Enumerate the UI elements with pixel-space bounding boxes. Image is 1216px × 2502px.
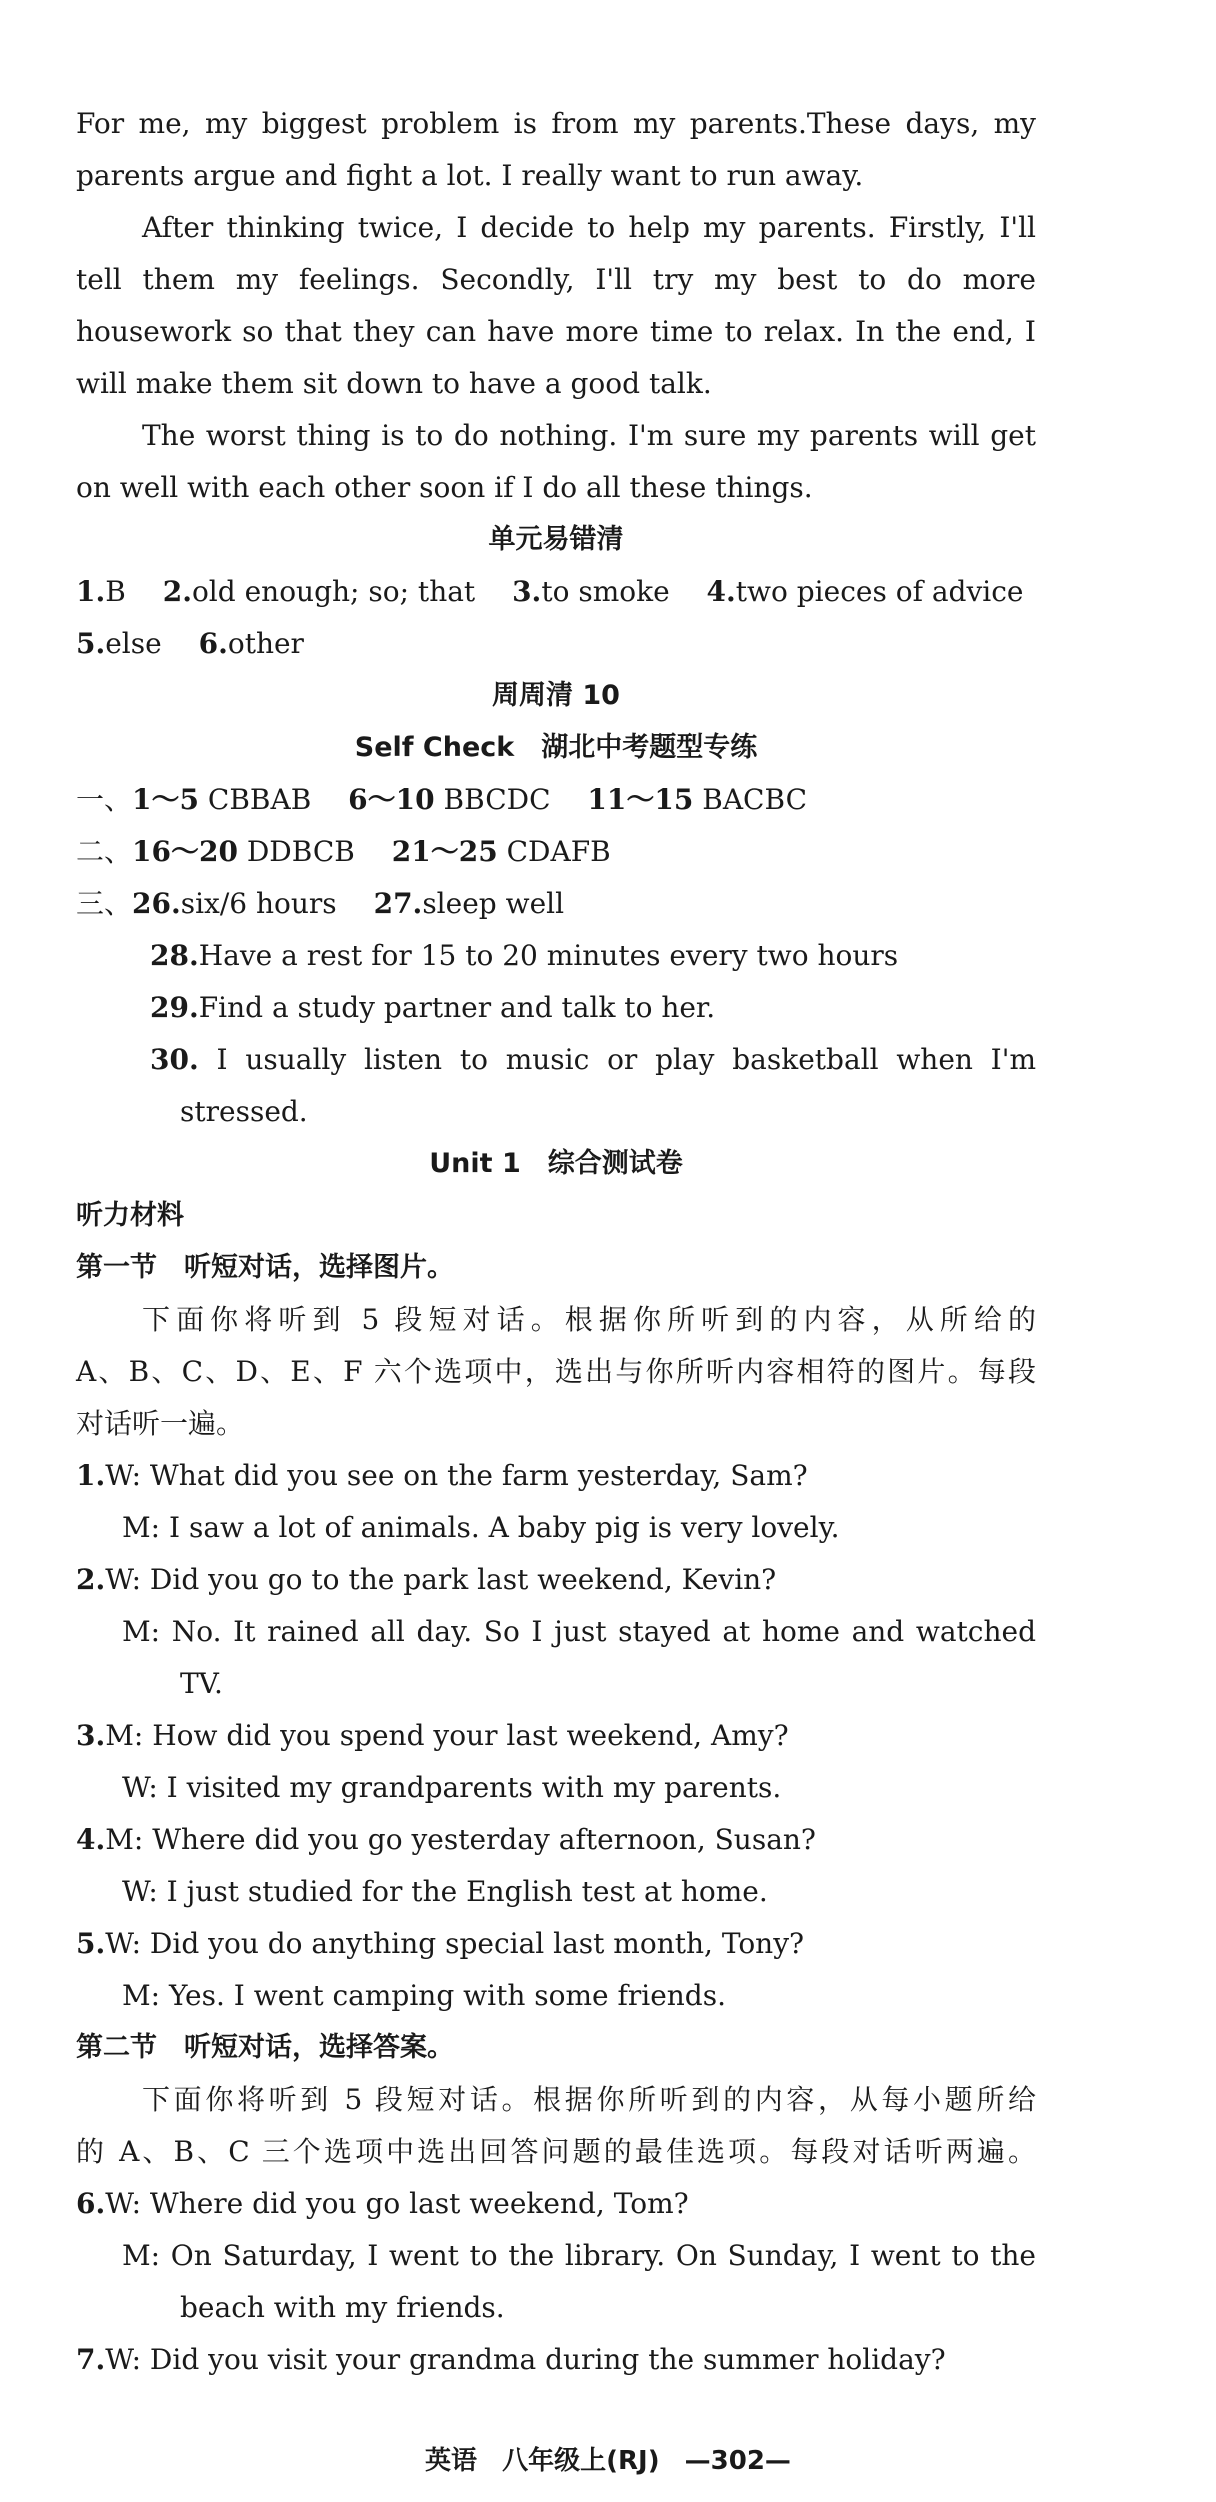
answer-text: two pieces of advice bbox=[735, 575, 1024, 608]
section-title-danyuan: 单元易错清 bbox=[488, 524, 624, 555]
page-number: —302— bbox=[684, 2446, 791, 2476]
answer-text: Have a rest for 15 to 20 minutes every two hours bbox=[198, 939, 899, 972]
answer-text: six/6 hours bbox=[180, 887, 337, 920]
dialogue-line: M: How did you spend your last weekend, Amy? bbox=[105, 1719, 789, 1752]
essay-line: parents argue and fight a lot. I really want to run away. bbox=[76, 159, 864, 192]
dialogue-line: M: I saw a lot of animals. A baby pig is very lovely. bbox=[122, 1511, 840, 1544]
dialogue-line: W: I visited my grandparents with my parents. bbox=[122, 1771, 782, 1804]
answer-text: to smoke bbox=[541, 575, 670, 608]
part-label: 二、 bbox=[76, 835, 133, 868]
instruction-line: 的 A、B、C 三个选项中选出回答问题的最佳选项。每段对话听两遍。 bbox=[76, 2135, 1036, 2168]
dialogue-line: W: Did you visit your grandma during the summer holiday? bbox=[105, 2343, 946, 2376]
answer-text: else bbox=[105, 627, 162, 660]
answer-row bbox=[76, 566, 1036, 618]
dialogue-line: W: Did you do anything special last month, Tony? bbox=[105, 1927, 805, 1960]
answer-text: old enough; so; that bbox=[191, 575, 476, 608]
section-subtitle-self-check: Self Check 湖北中考题型专练 bbox=[354, 732, 758, 763]
answer-text: CDAFB bbox=[506, 835, 611, 868]
answer-num: 4. bbox=[706, 575, 736, 608]
dialogue-line: W: I just studied for the English test at home. bbox=[122, 1875, 768, 1908]
essay-line: will make them sit down to have a good talk. bbox=[76, 367, 712, 400]
answer-num: 11～15 bbox=[587, 783, 694, 816]
section-heading-1: 第一节 听短对话，选择图片。 bbox=[76, 1252, 454, 1283]
dialogue-num: 1. bbox=[76, 1459, 106, 1492]
dialogue-line: M: On Saturday, I went to the library. On Sunday, I went to the bbox=[122, 2239, 1036, 2272]
listening-heading: 听力材料 bbox=[76, 1200, 184, 1231]
answer-text: CBBAB bbox=[207, 783, 312, 816]
footer-subject: 英语 bbox=[425, 2446, 478, 2476]
dialogue-num: 5. bbox=[76, 1927, 106, 1960]
answer-num: 26. bbox=[132, 887, 181, 920]
dialogue-line: W: Did you go to the park last weekend, Kevin? bbox=[105, 1563, 777, 1596]
answer-row bbox=[76, 774, 1036, 826]
answer-num: 5. bbox=[76, 627, 106, 660]
footer-grade: 八年级上(RJ) bbox=[502, 2446, 660, 2476]
answer-row bbox=[76, 1034, 1036, 1086]
instruction-line: 对话听一遍。 bbox=[76, 1407, 245, 1440]
part-label: 三、 bbox=[76, 887, 133, 920]
essay-line: tell them my feelings. Secondly, I'll try my best to do more bbox=[76, 263, 1036, 296]
answer-row bbox=[76, 618, 1036, 670]
answer-num: 30. bbox=[150, 1043, 199, 1076]
dialogue-num: 4. bbox=[76, 1823, 106, 1856]
answer-num: 21～25 bbox=[391, 835, 498, 868]
essay-line: After thinking twice, I decide to help my parents. Firstly, I'll bbox=[142, 211, 1036, 244]
section-title-zhouzhou: 周周清 10 bbox=[492, 680, 620, 711]
dialogue-line: W: What did you see on the farm yesterday, Sam? bbox=[105, 1459, 808, 1492]
answer-text: DDBCB bbox=[246, 835, 355, 868]
answer-text-continued: stressed. bbox=[180, 1095, 308, 1128]
dialogue-num: 2. bbox=[76, 1563, 106, 1596]
content bbox=[76, 98, 1036, 2386]
answer-text: BBCDC bbox=[443, 783, 551, 816]
answer-num: 6～10 bbox=[348, 783, 435, 816]
instruction-line: A、B、C、D、E、F 六个选项中，选出与你所听内容相符的图片。每段 bbox=[76, 1355, 1036, 1388]
answer-num: 2. bbox=[162, 575, 192, 608]
dialogue-line: M: Where did you go yesterday afternoon, Susan? bbox=[105, 1823, 816, 1856]
dialogue-line: TV. bbox=[180, 1667, 223, 1700]
answer-num: 29. bbox=[150, 991, 199, 1024]
answer-num: 1～5 bbox=[132, 783, 199, 816]
answer-num: 16～20 bbox=[132, 835, 238, 868]
answer-text: B bbox=[105, 575, 126, 608]
dialogue-line: W: Where did you go last weekend, Tom? bbox=[105, 2187, 689, 2220]
dialogue-line: M: No. It rained all day. So I just stayed at home and watched bbox=[122, 1615, 1036, 1648]
answer-num: 6. bbox=[198, 627, 228, 660]
essay-line: housework so that they can have more time to relax. In the end, I bbox=[76, 315, 1036, 348]
section-title-unit: Unit 1 综合测试卷 bbox=[429, 1148, 683, 1179]
answer-text: I usually listen to music or play basketball when I'm bbox=[198, 1043, 1036, 1076]
dialogue-num: 6. bbox=[76, 2187, 106, 2220]
answer-num: 28. bbox=[150, 939, 199, 972]
answer-text: BACBC bbox=[702, 783, 807, 816]
instruction-line: 下面你将听到 5 段短对话。根据你所听到的内容，从所给的 bbox=[142, 1303, 1036, 1336]
dialogue-line: M: Yes. I went camping with some friends. bbox=[122, 1979, 726, 2012]
answer-row bbox=[76, 930, 1036, 982]
answer-row bbox=[76, 826, 1036, 878]
dialogue-line: beach with my friends. bbox=[180, 2291, 505, 2324]
essay-line: on well with each other soon if I do all these things. bbox=[76, 471, 813, 504]
essay-line: For me, my biggest problem is from my parents.These days, my bbox=[76, 107, 1036, 140]
answer-text: sleep well bbox=[422, 887, 565, 920]
part-label: 一、 bbox=[76, 783, 133, 816]
essay-line: The worst thing is to do nothing. I'm sure my parents will get bbox=[142, 419, 1036, 452]
answer-num: 1. bbox=[76, 575, 106, 608]
answer-num: 3. bbox=[512, 575, 542, 608]
answer-num: 27. bbox=[373, 887, 423, 920]
answer-row bbox=[76, 878, 1036, 930]
dialogue-num: 3. bbox=[76, 1719, 106, 1752]
answer-text: other bbox=[227, 627, 304, 660]
instruction-line: 下面你将听到 5 段短对话。根据你所听到的内容，从每小题所给 bbox=[142, 2083, 1036, 2116]
page-footer bbox=[0, 2440, 1216, 2477]
section-heading-2: 第二节 听短对话，选择答案。 bbox=[76, 2032, 454, 2063]
answer-row bbox=[76, 982, 1036, 1034]
dialogue-num: 7. bbox=[76, 2343, 106, 2376]
answer-text: Find a study partner and talk to her. bbox=[198, 991, 716, 1024]
